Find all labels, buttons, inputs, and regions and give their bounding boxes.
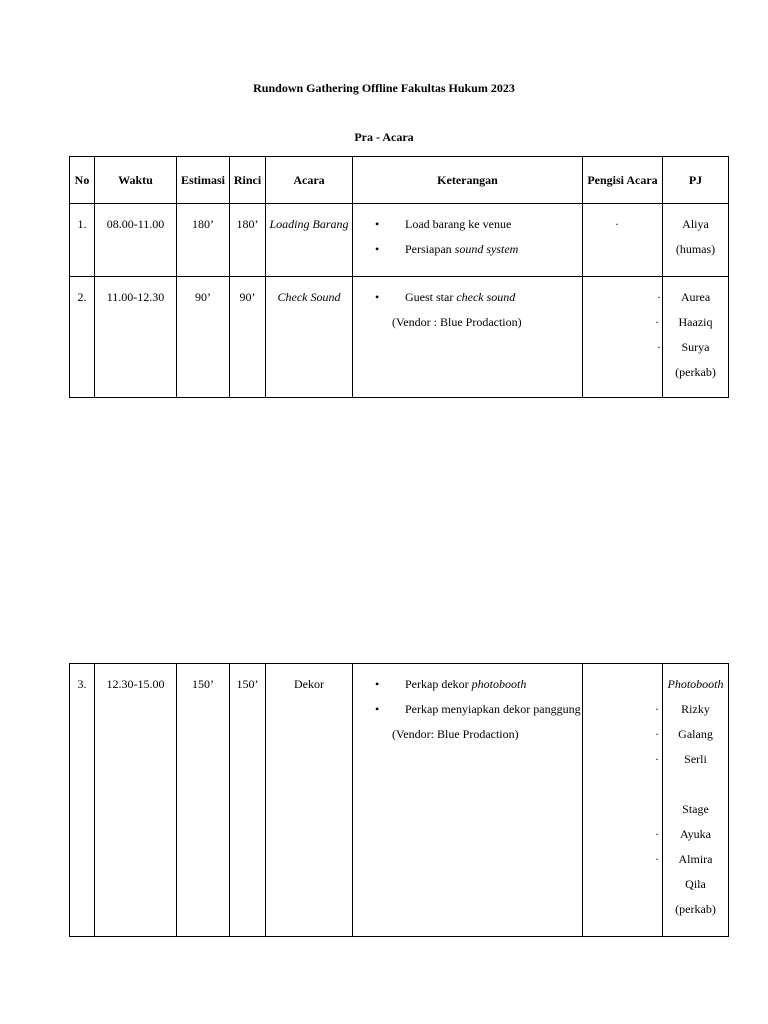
row-acara: Check Sound [277,290,341,304]
row-rinci: 90’ [239,290,256,304]
pj-role: (humas) [675,242,716,256]
row-keterangan [353,277,582,335]
keterangan-italic-text: photobooth [471,677,527,691]
row-acara: Loading Barang [269,217,349,231]
keterangan-item [353,285,582,310]
row-estimasi: 90’ [195,290,211,304]
keterangan-text: Load barang ke venue [405,217,512,231]
keterangan-text: Persiapan [405,242,455,256]
header-estimasi: Estimasi [177,157,230,204]
header-pengisi-acara: Pengisi Acara [583,157,663,204]
row-keterangan [353,664,582,747]
header-acara: Acara [266,157,353,204]
header-rinci: Rinci [230,157,266,204]
row-rinci: 150’ [236,677,259,691]
row-keterangan [353,204,582,262]
keterangan-text: Perkap dekor [405,677,472,691]
row-pj [663,277,728,385]
pj-name: Qila [685,877,706,891]
pj-name: · Serli [663,747,728,772]
pj-name: Surya [681,340,710,354]
keterangan-italic-text: check sound [456,290,516,304]
table-header-row [70,157,729,204]
keterangan-note: (Vendor: Blue Prodaction) [392,727,519,741]
keterangan-text: Guest star [405,290,457,304]
pj-name: Aliya [682,217,709,231]
row-pj [663,664,728,922]
row-waktu: 08.00-11.00 [106,217,165,231]
row-estimasi: 150’ [192,677,214,691]
table-row [70,664,729,937]
row-estimasi: 180’ [192,217,214,231]
pj-name: Haaziq [678,315,713,329]
row-waktu: 12.30-15.00 [106,677,165,691]
row-pengisi-acara [583,277,662,360]
pj-group-label: Photobooth [667,677,724,691]
row-pengisi-acara [583,204,662,237]
row-rinci: 180’ [236,217,259,231]
header-keterangan: Keterangan [353,157,583,204]
row-no: 1. [77,217,87,231]
document-title: Rundown Gathering Offline Fakultas Hukum 2023 [253,81,515,95]
row-pj [663,204,728,262]
table-row [70,204,729,277]
row-acara: Dekor [294,677,324,691]
row-no: 2. [77,290,87,304]
pj-role: (perkab) [675,365,716,379]
rundown-table [69,156,729,398]
keterangan-item [353,672,582,697]
pj-group-label: Stage [682,802,709,816]
keterangan-text: Perkap menyiapkan dekor panggung [405,702,581,716]
keterangan-item [353,237,582,262]
header-pj: PJ [663,157,729,204]
pj-name: · Almira [663,847,728,872]
row-pengisi-acara [583,664,662,672]
header-no: No [70,157,95,204]
pj-name: Aurea [680,290,711,304]
keterangan-item [353,212,582,237]
pj-name: · Ayuka [663,822,728,847]
row-waktu: 11.00-12.30 [106,290,165,304]
pj-name: · Galang [663,722,728,747]
keterangan-italic-text: sound system [454,242,519,256]
row-no: 3. [77,677,87,691]
header-waktu: Waktu [95,157,177,204]
table-row [70,277,729,398]
rundown-table-continued [69,663,729,937]
pj-role: (perkab) [675,902,716,916]
pj-name: · Rizky [663,697,728,722]
keterangan-note: (Vendor : Blue Prodaction) [392,315,522,329]
section-title: Pra - Acara [354,130,414,144]
keterangan-item [353,697,582,722]
